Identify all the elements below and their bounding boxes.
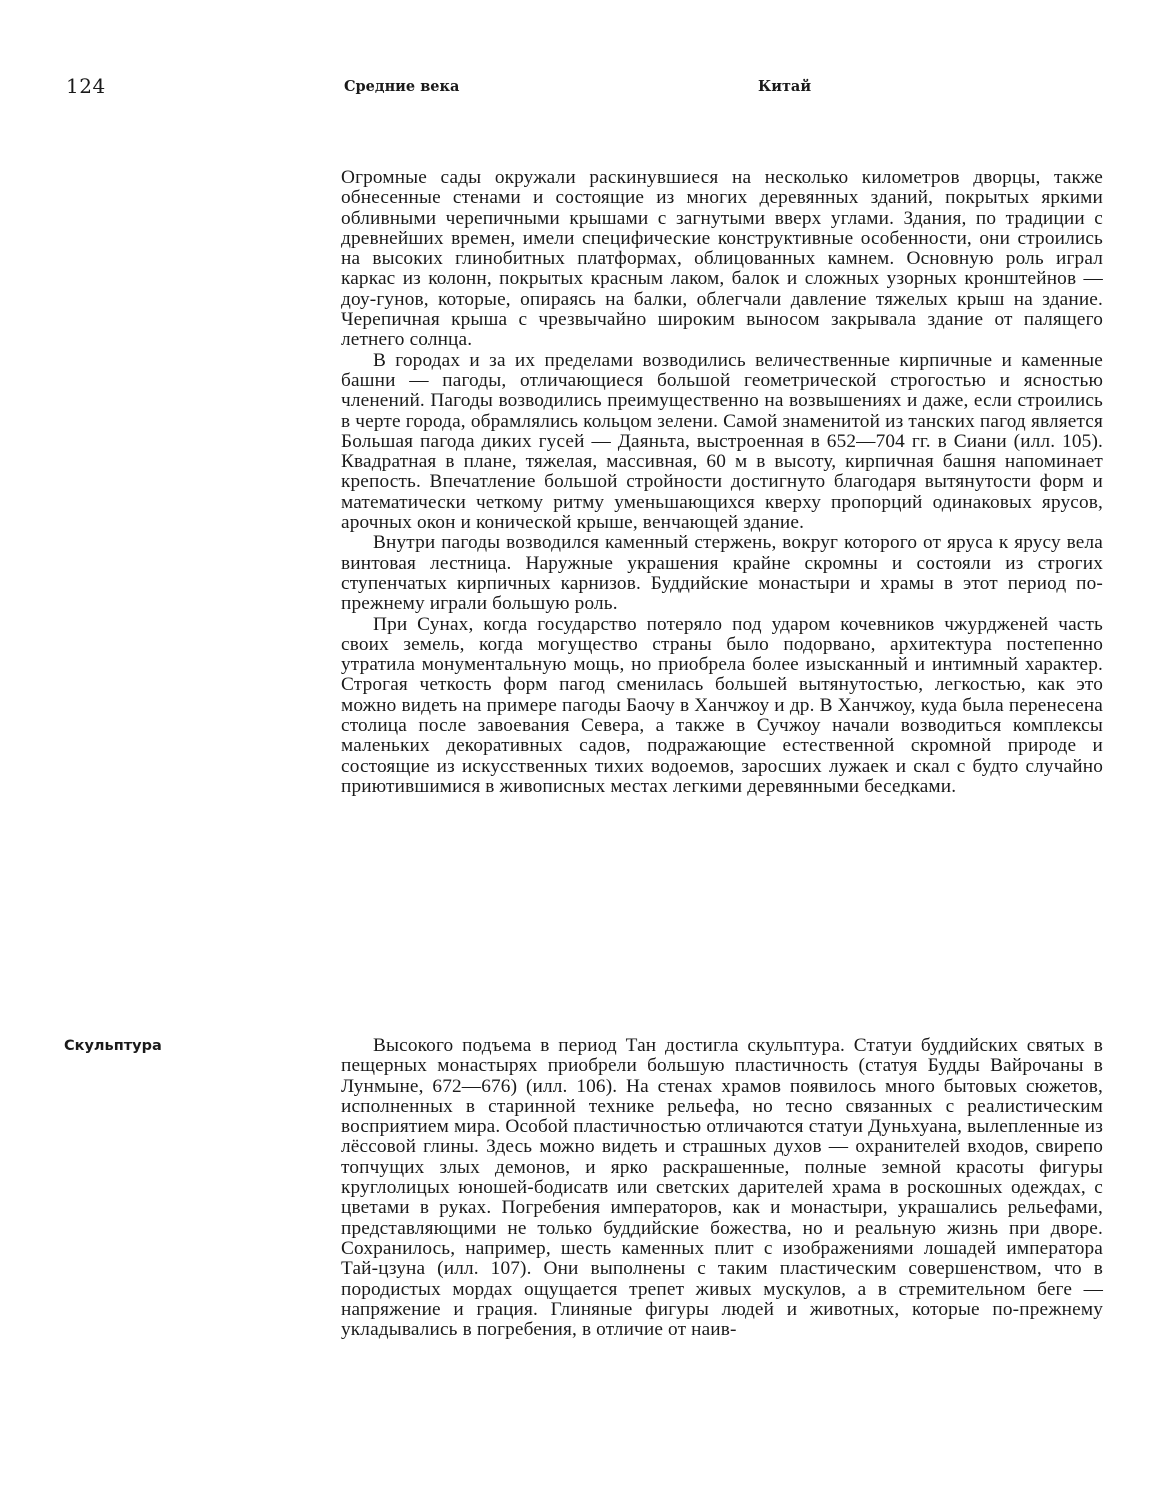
page-number: 124 — [66, 74, 106, 98]
architecture-text-block — [341, 168, 1103, 797]
side-heading-sculpture: Скульптура — [64, 1038, 162, 1054]
paragraph: В городах и за их пределами возводились величественные кирпичные и каменные башни — пагоды, отличающиеся большой геометрической строгостью и ясностью членений. Пагоды возводились преимущественно на возвышениях и даже, если строились в черте города, обрамлялись кольцом зелени. Самой знаменитой из танских пагод является Большая пагода диких гусей — Даяньта, выстроенная в 652—704 гг. в Сиани (илл. 105). Квадратная в плане, тяжелая, массивная, 60 м в высоту, кирпичная башня напоминает крепость. Впечатление большой стройности достигнуто благодаря вытянутости форм и математически четкому ритму уменьшающихся кверху пропорций одинаковых ярусов, арочных окон и конической крыше, венчающей здание. — [341, 349, 1103, 534]
paragraph: При Сунах, когда государство потеряло под ударом кочевников чжурдженей часть своих земель, когда могущество страны было подорвано, архитектура постепенно утратила монументальную мощь, но приобрела более изысканный и интимный характер. Строгая четкость форм пагод сменилась большей вытянутостью, легкостью, как это можно видеть на примере пагоды Баочу в Ханчжоу и др. В Ханчжоу, куда была перенесена столица после завоевания Севера, а также в Сучжоу начали возводиться комплексы маленьких декоративных садов, подражающие естественной скромной природе и состоящие из искусственных тихих водоемов, заросших лужаек и скал с будто случайно приютившимися в живописных местах легкими деревянными беседками. — [341, 613, 1103, 797]
running-header-chapter: Китай — [758, 78, 812, 95]
sculpture-text-block — [341, 1036, 1103, 1340]
paragraph: Высокого подъема в период Тан достигла скульптура. Статуи буддийских святых в пещерных монастырях приобрели большую пластичность (статуя Будды Вайрочаны в Лунмыне, 672—676) (илл. 106). На стенах храмов появилось много бытовых сюжетов, исполненных в старинной технике рельефа, но тесно связанных с реалистическим восприятием мира. Особой пластичностью отличаются статуи Дуньхуана, вылепленные из лёссовой глины. Здесь можно видеть и страшных духов — охранителей входов, свирепо топчущих злых демонов, и ярко раскрашенные, полные земной красоты фигуры круглолицых юношей-бодисатв или светских дарителей храма в роскошных одеждах, с цветами в руках. Погребения императоров, как и монастыри, украшались рельефами, представляющими не только буддийские божества, но и реальную жизнь при дворе. Сохранилось, например, шесть каменных плит с изображениями лошадей императора Тай-цзуна (илл. 107). Они выполнены с таким пластическим совершенством, что в породистых мордах ощущается трепет живых мускулов, а в стремительном беге — напряжение и грация. Глиняные фигуры людей и животных, которые по-прежнему укладывались в погребения, в отличие от наив- — [341, 1035, 1103, 1341]
running-header-section: Средние века — [344, 78, 460, 95]
paragraph: Внутри пагоды возводился каменный стержень, вокруг которого от яруса к ярусу вела винтовая лестница. Наружные украшения крайне скромны и состояли из строгих ступенчатых кирпичных карнизов. Буддийские монастыри и храмы в этот период по-прежнему играли большую роль. — [341, 532, 1103, 615]
paragraph: Огромные сады окружали раскинувшиеся на несколько километров дворцы, также обнесенные стенами и состоящие из многих деревянных зданий, покрытых яркими обливными черепичными крышами с загнутыми вверх углами. Здания, по традиции с древнейших времен, имели специфические конструктивные особенности, они строились на высоких глинобитных платформах, облицованных камнем. Основную роль играл каркас из колонн, покрытых красным лаком, балок и сложных узорных кронштейнов — доу-гунов, которые, опираясь на балки, облегчали давление тяжелых крыш на здание. Черепичная крыша с чрезвычайно широким выносом закрывала здание от палящего летнего солнца. — [341, 167, 1103, 351]
